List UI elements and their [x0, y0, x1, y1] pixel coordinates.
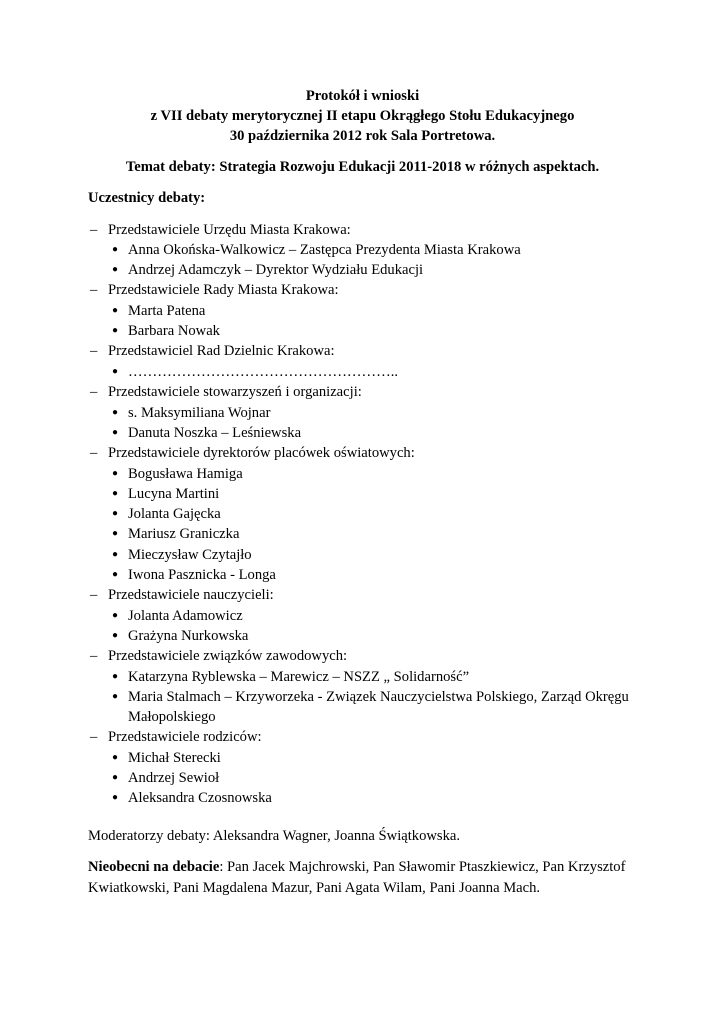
dash-marker: –: [90, 343, 98, 359]
bullet-marker: ●: [112, 772, 119, 783]
bullet-marker: ●: [112, 508, 119, 519]
debate-topic: Temat debaty: Strategia Rozwoju Edukacji 2011-2018 w różnych aspektach.: [125, 159, 600, 175]
bullet-marker: ●: [112, 528, 119, 539]
absent-label: Nieobecni na debacie: [88, 859, 220, 875]
dash-marker: –: [90, 729, 98, 745]
bullet-marker: ●: [112, 610, 119, 621]
dash-marker: –: [90, 222, 98, 238]
list-item: Katarzyna Ryblewska – Marewicz – NSZZ „ Solidarność”: [128, 669, 470, 685]
bullet-marker: ●: [112, 630, 119, 641]
absent-text: : Pan Jacek Majchrowski, Pan Sławomir Ptaszkiewicz, Pan Krzysztof Kwiatkowski, Pani Magdalena Mazur, Pani Agata Wilam, Pani Joanna Mach.: [88, 859, 626, 896]
list-item: Jolanta Gajęcka: [128, 506, 221, 522]
list-item: Andrzej Sewioł: [128, 770, 220, 786]
participants-heading: Uczestnicy debaty:: [88, 190, 206, 206]
group-label: Przedstawiciele rodziców:: [108, 729, 262, 745]
dash-marker: –: [90, 648, 98, 664]
list-item: Andrzej Adamczyk – Dyrektor Wydziału Edukacji: [128, 262, 424, 278]
bullet-marker: ●: [112, 671, 119, 682]
list-item: Bogusława Hamiga: [128, 466, 243, 482]
bullet-marker: ●: [112, 792, 119, 803]
list-item: Barbara Nowak: [128, 323, 220, 339]
group-label: Przedstawiciele Urzędu Miasta Krakowa:: [108, 222, 351, 238]
group-label: Przedstawiciele związków zawodowych:: [108, 648, 348, 664]
bullet-marker: ●: [112, 427, 119, 438]
list-item: Iwona Pasznicka - Longa: [128, 567, 276, 583]
list-item: s. Maksymiliana Wojnar: [128, 405, 271, 421]
list-item: Marta Patena: [128, 303, 206, 319]
list-item: ………………………………………………..: [128, 364, 398, 380]
bullet-marker: ●: [112, 468, 119, 479]
list-item: Aleksandra Czosnowska: [128, 790, 272, 806]
list-item: Danuta Noszka – Leśniewska: [128, 425, 302, 441]
header-title: Protokół i wnioski: [305, 88, 420, 104]
list-item-continuation: Małopolskiego: [128, 709, 216, 725]
dash-marker: –: [90, 587, 98, 603]
moderators-line: Moderatorzy debaty: Aleksandra Wagner, Joanna Świątkowska.: [88, 828, 461, 844]
list-item: Anna Okońska-Walkowicz – Zastępca Prezydenta Miasta Krakowa: [128, 242, 521, 258]
bullet-marker: ●: [112, 691, 119, 702]
bullet-marker: ●: [112, 569, 119, 580]
group-label: Przedstawiciel Rad Dzielnic Krakowa:: [108, 343, 335, 359]
bullet-marker: ●: [112, 305, 119, 316]
group-label: Przedstawiciele Rady Miasta Krakowa:: [108, 282, 339, 298]
bullet-marker: ●: [112, 244, 119, 255]
list-item: Mariusz Graniczka: [128, 526, 240, 542]
bullet-marker: ●: [112, 752, 119, 763]
bullet-marker: ●: [112, 264, 119, 275]
list-item: Michał Sterecki: [128, 750, 221, 766]
dash-marker: –: [90, 282, 98, 298]
list-item: Maria Stalmach – Krzyworzeka - Związek Nauczycielstwa Polskiego, Zarząd Okręgu: [128, 689, 629, 705]
bullet-marker: ●: [112, 549, 119, 560]
bullet-marker: ●: [112, 488, 119, 499]
header-subtitle: z VII debaty merytorycznej II etapu Okrągłego Stołu Edukacyjnego: [150, 108, 575, 124]
list-item: Grażyna Nurkowska: [128, 628, 249, 644]
group-label: Przedstawiciele dyrektorów placówek oświatowych:: [108, 445, 415, 461]
bullet-marker: ●: [112, 407, 119, 418]
list-item: Mieczysław Czytajło: [128, 547, 252, 563]
absent-paragraph: [88, 857, 648, 899]
dash-marker: –: [90, 445, 98, 461]
dash-marker: –: [90, 384, 98, 400]
list-item: Lucyna Martini: [128, 486, 220, 502]
bullet-marker: ●: [112, 325, 119, 336]
bullet-marker: ●: [112, 366, 119, 377]
header-date-location: 30 października 2012 rok Sala Portretowa.: [229, 128, 496, 144]
group-label: Przedstawiciele nauczycieli:: [108, 587, 274, 603]
group-label: Przedstawiciele stowarzyszeń i organizacji:: [108, 384, 362, 400]
list-item: Jolanta Adamowicz: [128, 608, 243, 624]
